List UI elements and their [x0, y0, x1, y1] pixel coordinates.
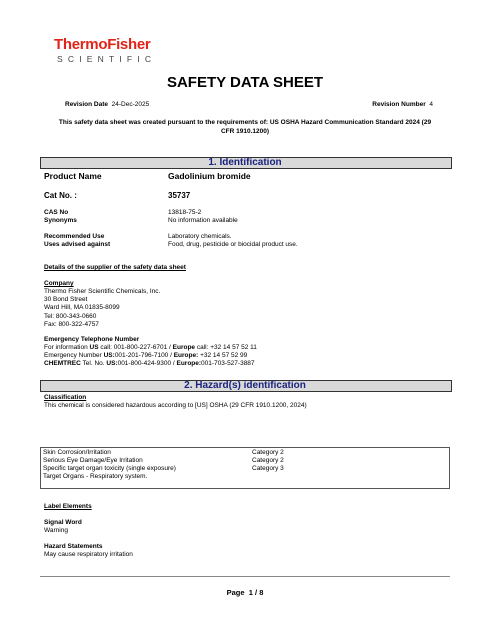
recommended-use-value: Laboratory chemicals.	[168, 233, 232, 240]
cas-value: 13818-75-2	[168, 209, 202, 216]
osha-line-2: CFR 1910.1200)	[220, 128, 270, 135]
brand-tagline: SCIENTIFIC	[57, 54, 157, 64]
page-title: SAFETY DATA SHEET	[166, 74, 324, 91]
product-name-value: Gadolinium bromide	[168, 171, 251, 181]
brand-logo: ThermoFisher	[54, 36, 151, 53]
hazard-row	[43, 465, 176, 473]
hazard-statements-label: Hazard Statements	[44, 543, 103, 550]
hazard-row	[43, 449, 111, 457]
supplier-heading: Details of the supplier of the safety data sheet	[44, 264, 186, 271]
uses-against-label: Uses advised against	[44, 241, 111, 248]
hazard-row	[43, 457, 143, 465]
hazard-classification-box	[40, 447, 450, 489]
hazard-name: Serious Eye Damage/Eye Irritation	[43, 457, 143, 464]
classification-heading: Classification	[44, 394, 87, 401]
company-heading: Company	[44, 280, 74, 287]
page-total: 8	[259, 588, 264, 597]
revision-date-label: Revision Date	[65, 101, 108, 108]
company-line: Fax: 800-322-4757	[44, 320, 99, 328]
company-line: Tel: 800-343-0660	[44, 312, 97, 320]
company-line: Thermo Fisher Scientific Chemicals, Inc.	[44, 288, 161, 295]
emergency-number-line: Emergency Number US:001-201-796-7100 / Europe: +32 14 57 52 99	[44, 352, 248, 359]
company-address	[44, 288, 160, 329]
revision-number	[372, 101, 433, 108]
page-separator: /	[255, 588, 258, 597]
revision-number-label: Revision Number	[372, 101, 426, 108]
product-name-label: Product Name	[44, 171, 102, 181]
signal-word-label: Signal Word	[44, 519, 82, 526]
footer-divider	[40, 576, 450, 577]
hazard-statement: May cause respiratory irritation	[44, 551, 133, 558]
revision-date	[65, 101, 149, 108]
hazard-category: Category 2	[252, 457, 284, 464]
cat-no-value: 35737	[168, 191, 191, 200]
osha-line-1: This safety data sheet was created pursuant to the requirements of: US OSHA Hazard Communication Standard 2024 (29	[58, 119, 432, 126]
uses-against-value: Food, drug, pesticide or biocidal product use.	[168, 241, 298, 248]
classification-text: This chemical is considered hazardous according to [US] OSHA (29 CFR 1910.1200, 2024)	[44, 402, 307, 409]
cat-no-label: Cat No. :	[44, 191, 77, 200]
signal-word-value: Warning	[44, 527, 68, 534]
section-2-heading: 2. Hazard(s) identification	[184, 380, 306, 391]
chemtrec-line: CHEMTREC Tel. No. US:001-800-424-9300 / Europe:001-703-527-3887	[44, 360, 255, 367]
hazard-name: Specific target organ toxicity (single exposure)	[43, 465, 176, 472]
hazard-name: Skin Corrosion/Irritation	[43, 449, 111, 456]
synonyms-label: Synonyms	[44, 217, 77, 224]
revision-number-value: 4	[429, 101, 433, 108]
hazard-category: Category 2	[252, 449, 284, 456]
page-label: Page	[226, 588, 245, 597]
page-current: 1	[248, 588, 253, 597]
revision-date-value: 24-Dec-2025	[111, 101, 150, 108]
page-number	[0, 588, 490, 597]
target-organs: Target Organs - Respiratory system.	[43, 473, 148, 480]
emergency-info-line: For information US call: 001-800-227-6701 / Europe call: +32 14 57 52 11	[44, 344, 257, 351]
emergency-heading: Emergency Telephone Number	[44, 336, 140, 343]
recommended-use-label: Recommended Use	[44, 233, 105, 240]
label-elements-heading: Label Elements	[44, 503, 92, 510]
company-line: Ward Hill, MA 01835-8099	[44, 304, 120, 312]
synonyms-value: No information available	[168, 217, 238, 224]
osha-statement	[40, 118, 450, 136]
company-line: 30 Bond Street	[44, 296, 88, 304]
section-1-heading: 1. Identification	[208, 157, 282, 168]
cas-label: CAS No	[44, 209, 69, 216]
hazard-category: Category 3	[252, 465, 284, 472]
